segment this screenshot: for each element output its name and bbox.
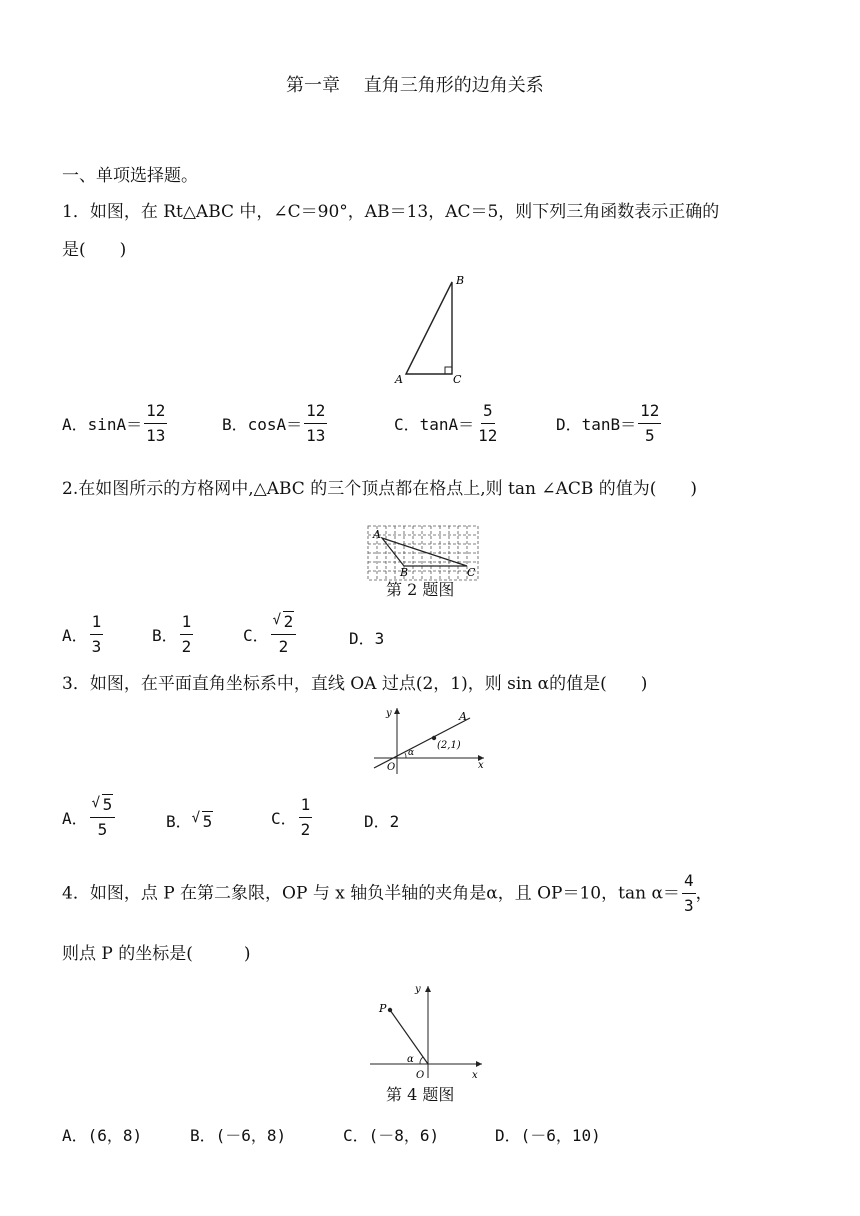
- option-label: A．: [62, 809, 88, 828]
- q4-coordinate-figure: [364, 982, 488, 1082]
- x-axis-arrow: [476, 1061, 482, 1067]
- q4-option-a[interactable]: [62, 1123, 142, 1146]
- q2-option-d[interactable]: [349, 626, 384, 649]
- fraction: [304, 402, 327, 445]
- label-a: A: [373, 528, 381, 541]
- option-value: 3: [374, 629, 385, 648]
- option-value: 2: [389, 812, 400, 831]
- option-label: B．: [190, 1126, 216, 1145]
- denominator: 13: [306, 426, 326, 445]
- option-label: A．: [62, 1126, 88, 1145]
- numerator: 1: [90, 613, 104, 635]
- denominator: 3: [91, 637, 102, 656]
- label-b: B: [400, 566, 409, 579]
- numerator: 1: [299, 796, 313, 818]
- radical-sign: √: [91, 795, 101, 811]
- label-p: P: [379, 1002, 387, 1015]
- option-label: C．tanA＝: [394, 415, 475, 434]
- angle-arc: [405, 753, 406, 758]
- numerator: 12: [144, 402, 167, 424]
- fraction: [180, 613, 194, 656]
- numerator: 12: [304, 402, 327, 424]
- label-o: O: [416, 1070, 425, 1081]
- label-o: O: [387, 762, 396, 773]
- grid-lines: [368, 526, 478, 580]
- q1-option-d[interactable]: [556, 402, 661, 445]
- fraction: [299, 796, 313, 839]
- option-label: D．tanB＝: [556, 415, 637, 434]
- q1-stem-line2: 是( ): [62, 240, 127, 260]
- label-x: x: [472, 1070, 478, 1081]
- y-axis-arrow: [394, 708, 400, 714]
- section-heading: 一、单项选择题。: [62, 166, 198, 186]
- q3-option-b[interactable]: [166, 809, 213, 832]
- y-axis-arrow: [425, 986, 431, 992]
- q2-grid-figure: [364, 520, 484, 584]
- numerator: 4: [682, 872, 696, 894]
- point-2-1: [432, 736, 436, 740]
- label-alpha: α: [407, 1054, 414, 1065]
- triangle-abc: [406, 282, 452, 374]
- fraction: [271, 613, 297, 656]
- numerator: [90, 796, 116, 818]
- q3-option-a[interactable]: [62, 796, 115, 839]
- denominator: 3: [683, 896, 694, 915]
- q4-option-b[interactable]: [190, 1123, 286, 1146]
- fraction: [144, 402, 167, 445]
- sqrt: [273, 613, 295, 631]
- denominator: 12: [478, 426, 498, 445]
- fraction: [476, 402, 499, 445]
- label-alpha: α: [408, 748, 415, 758]
- q3-coordinate-figure: [366, 704, 490, 780]
- sqrt: [192, 812, 214, 831]
- option-value: (－8，6): [368, 1126, 440, 1145]
- radicand: 5: [102, 795, 113, 814]
- option-value: (－6，10): [520, 1126, 601, 1145]
- option-label: C．: [343, 1126, 369, 1145]
- denominator: 5: [97, 820, 108, 839]
- q3-option-c[interactable]: [271, 796, 312, 839]
- denominator: 2: [300, 820, 311, 839]
- numerator: 12: [638, 402, 661, 424]
- point-p: [388, 1008, 392, 1012]
- option-label: D．: [364, 812, 390, 831]
- numerator: 5: [481, 402, 495, 424]
- angle-arc: [420, 1057, 423, 1064]
- option-value: (－6，8): [215, 1126, 287, 1145]
- label-a: A: [459, 710, 467, 723]
- radicand: 5: [202, 812, 213, 831]
- radical-sign: √: [272, 612, 282, 628]
- q4-stem-line2: 则点 P 的坐标是( ): [62, 944, 251, 964]
- label-x: x: [478, 760, 484, 771]
- denominator: 2: [278, 637, 289, 656]
- denominator: 13: [146, 426, 166, 445]
- q1-option-a[interactable]: [62, 402, 167, 445]
- q4-stem-comma: ，: [695, 883, 713, 904]
- denominator: 5: [644, 426, 655, 445]
- q1-option-c[interactable]: [394, 402, 499, 445]
- label-y: y: [386, 708, 392, 719]
- q4-stem-line1: [62, 872, 713, 915]
- q4-caption: 第 4 题图: [386, 1085, 455, 1104]
- label-c: C: [467, 566, 476, 579]
- label-b: B: [456, 274, 465, 287]
- q4-option-c[interactable]: [343, 1123, 439, 1146]
- q1-option-b[interactable]: [222, 402, 327, 445]
- option-label: C．: [271, 809, 297, 828]
- fraction: [682, 872, 696, 915]
- q2-stem: 2.在如图所示的方格网中,△ABC 的三个顶点都在格点上,则 tan ∠ACB 的值为( ): [62, 479, 698, 499]
- page-title: 第一章 直角三角形的边角关系: [286, 75, 544, 96]
- option-label: B．cosA＝: [222, 415, 303, 434]
- option-label: A．sinA＝: [62, 415, 143, 434]
- radicand: 2: [283, 612, 294, 631]
- numerator: 1: [180, 613, 194, 635]
- option-label: B．: [152, 626, 178, 645]
- sqrt: [92, 796, 114, 814]
- option-label: A．: [62, 626, 88, 645]
- q2-option-a[interactable]: [62, 613, 103, 656]
- radical-sign: √: [191, 810, 201, 826]
- option-label: B．: [166, 812, 192, 831]
- denominator: 2: [181, 637, 192, 656]
- q1-stem-line1: 1．如图，在 Rt△ABC 中，∠C＝90°，AB＝13，AC＝5，则下列三角函数表示正确的: [62, 202, 720, 222]
- label-y: y: [415, 984, 421, 995]
- fraction: [638, 402, 661, 445]
- right-angle-mark: [445, 367, 452, 374]
- q4-stem-text: 4．如图，点 P 在第二象限，OP 与 x 轴负半轴的夹角是α，且 OP＝10，tan α＝: [62, 883, 680, 904]
- fraction: [90, 613, 104, 656]
- q4-option-d[interactable]: [495, 1123, 601, 1146]
- option-label: C．: [243, 626, 269, 645]
- numerator: [271, 613, 297, 635]
- label-c: C: [453, 373, 462, 386]
- option-value: (6，8): [87, 1126, 143, 1145]
- label-point: (2,1): [437, 740, 461, 751]
- option-label: D．: [495, 1126, 521, 1145]
- q2-option-b[interactable]: [152, 613, 193, 656]
- q2-option-c[interactable]: [243, 613, 296, 656]
- label-a: A: [395, 373, 403, 386]
- q2-caption: 第 2 题图: [386, 580, 455, 599]
- q1-triangle-figure: [390, 270, 480, 390]
- option-label: D．: [349, 629, 375, 648]
- q3-option-d[interactable]: [364, 809, 399, 832]
- fraction: [90, 796, 116, 839]
- q3-stem: 3．如图，在平面直角坐标系中，直线 OA 过点(2，1)，则 sin α的值是( ): [62, 674, 648, 694]
